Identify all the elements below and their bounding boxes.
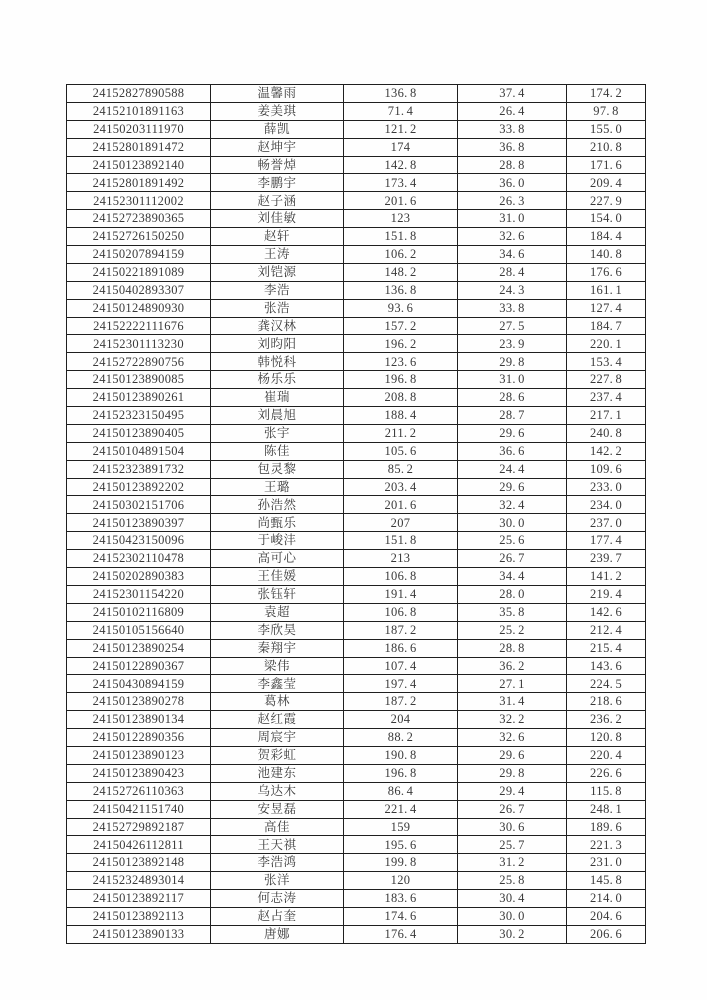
name-cell: 杨乐乐 [211, 371, 344, 389]
score2-cell: 28. 8 [458, 639, 567, 657]
name-cell: 高佳 [211, 818, 344, 836]
total-cell: 177. 4 [567, 532, 646, 550]
total-cell: 142. 6 [567, 603, 646, 621]
total-cell: 218. 6 [567, 693, 646, 711]
total-cell: 97. 8 [567, 102, 646, 120]
score1-cell: 191. 4 [344, 585, 458, 603]
score1-cell: 105. 6 [344, 442, 458, 460]
score2-cell: 30. 6 [458, 818, 567, 836]
name-cell: 刘昀阳 [211, 335, 344, 353]
score2-cell: 26. 7 [458, 800, 567, 818]
score2-cell: 34. 4 [458, 568, 567, 586]
score2-cell: 29. 8 [458, 353, 567, 371]
name-cell: 王涛 [211, 246, 344, 264]
name-cell: 袁超 [211, 603, 344, 621]
exam-id-cell: 24150221891089 [67, 263, 211, 281]
score1-cell: 106. 8 [344, 568, 458, 586]
score1-cell: 88. 2 [344, 729, 458, 747]
table-row [67, 514, 646, 532]
total-cell: 184. 7 [567, 317, 646, 335]
total-cell: 239. 7 [567, 550, 646, 568]
score2-cell: 36. 0 [458, 174, 567, 192]
table-row [67, 585, 646, 603]
total-cell: 143. 6 [567, 657, 646, 675]
table-row [67, 639, 646, 657]
name-cell: 韩悦科 [211, 353, 344, 371]
score1-cell: 121. 2 [344, 120, 458, 138]
exam-id-cell: 24150123890278 [67, 693, 211, 711]
name-cell: 龚汉林 [211, 317, 344, 335]
score1-cell: 199. 8 [344, 854, 458, 872]
exam-id-cell: 24150123890134 [67, 711, 211, 729]
table-row [67, 228, 646, 246]
exam-id-cell: 24152323150495 [67, 407, 211, 425]
score2-cell: 25. 2 [458, 621, 567, 639]
total-cell: 224. 5 [567, 675, 646, 693]
score2-cell: 23. 9 [458, 335, 567, 353]
total-cell: 240. 8 [567, 424, 646, 442]
score1-cell: 183. 6 [344, 890, 458, 908]
score2-cell: 25. 7 [458, 836, 567, 854]
score1-cell: 197. 4 [344, 675, 458, 693]
table-row [67, 371, 646, 389]
score1-cell: 71. 4 [344, 102, 458, 120]
name-cell: 安昱磊 [211, 800, 344, 818]
name-cell: 赵子涵 [211, 192, 344, 210]
score1-cell: 221. 4 [344, 800, 458, 818]
score2-cell: 25. 8 [458, 872, 567, 890]
exam-id-cell: 24150123890085 [67, 371, 211, 389]
score1-cell: 120 [344, 872, 458, 890]
score2-cell: 31. 0 [458, 210, 567, 228]
exam-id-cell: 24152301154220 [67, 585, 211, 603]
score2-cell: 26. 7 [458, 550, 567, 568]
exam-id-cell: 24150123890261 [67, 389, 211, 407]
score1-cell: 201. 6 [344, 192, 458, 210]
exam-id-cell: 24150104891504 [67, 442, 211, 460]
table-row [67, 800, 646, 818]
total-cell: 141. 2 [567, 568, 646, 586]
exam-id-cell: 24150207894159 [67, 246, 211, 264]
table-row [67, 102, 646, 120]
name-cell: 高可心 [211, 550, 344, 568]
total-cell: 220. 4 [567, 746, 646, 764]
table-row [67, 246, 646, 264]
score2-cell: 24. 4 [458, 460, 567, 478]
table-row [67, 442, 646, 460]
exam-id-cell: 24152722890756 [67, 353, 211, 371]
table-row [67, 281, 646, 299]
total-cell: 176. 6 [567, 263, 646, 281]
score1-cell: 93. 6 [344, 299, 458, 317]
score2-cell: 29. 4 [458, 782, 567, 800]
total-cell: 154. 0 [567, 210, 646, 228]
name-cell: 贺彩虹 [211, 746, 344, 764]
score2-cell: 32. 4 [458, 496, 567, 514]
name-cell: 李欣昊 [211, 621, 344, 639]
score1-cell: 207 [344, 514, 458, 532]
score2-cell: 25. 6 [458, 532, 567, 550]
name-cell: 李浩 [211, 281, 344, 299]
score1-cell: 176. 4 [344, 925, 458, 943]
score1-cell: 123. 6 [344, 353, 458, 371]
score-table-body [67, 85, 646, 944]
score1-cell: 195. 6 [344, 836, 458, 854]
score2-cell: 36. 2 [458, 657, 567, 675]
name-cell: 赵坤宇 [211, 138, 344, 156]
name-cell: 乌达木 [211, 782, 344, 800]
name-cell: 池建东 [211, 764, 344, 782]
total-cell: 234. 0 [567, 496, 646, 514]
score1-cell: 211. 2 [344, 424, 458, 442]
table-row [67, 85, 646, 103]
exam-id-cell: 24150123890123 [67, 746, 211, 764]
score2-cell: 28. 0 [458, 585, 567, 603]
table-row [67, 890, 646, 908]
name-cell: 李浩鸿 [211, 854, 344, 872]
table-row [67, 174, 646, 192]
name-cell: 秦翔宇 [211, 639, 344, 657]
score1-cell: 86. 4 [344, 782, 458, 800]
table-row [67, 210, 646, 228]
name-cell: 赵占奎 [211, 907, 344, 925]
score1-cell: 196. 2 [344, 335, 458, 353]
table-row [67, 729, 646, 747]
name-cell: 尚甄乐 [211, 514, 344, 532]
name-cell: 王佳媛 [211, 568, 344, 586]
exam-id-cell: 24150123890133 [67, 925, 211, 943]
score2-cell: 35. 8 [458, 603, 567, 621]
name-cell: 于峻沣 [211, 532, 344, 550]
table-row [67, 407, 646, 425]
total-cell: 127. 4 [567, 299, 646, 317]
total-cell: 171. 6 [567, 156, 646, 174]
name-cell: 葛林 [211, 693, 344, 711]
score2-cell: 24. 3 [458, 281, 567, 299]
score2-cell: 30. 0 [458, 907, 567, 925]
table-row [67, 156, 646, 174]
total-cell: 120. 8 [567, 729, 646, 747]
table-row [67, 496, 646, 514]
score2-cell: 33. 8 [458, 299, 567, 317]
table-row [67, 693, 646, 711]
total-cell: 115. 8 [567, 782, 646, 800]
score2-cell: 32. 6 [458, 228, 567, 246]
table-row [67, 675, 646, 693]
exam-id-cell: 24150122890356 [67, 729, 211, 747]
total-cell: 212. 4 [567, 621, 646, 639]
name-cell: 张浩 [211, 299, 344, 317]
total-cell: 248. 1 [567, 800, 646, 818]
score2-cell: 26. 4 [458, 102, 567, 120]
score1-cell: 186. 6 [344, 639, 458, 657]
score1-cell: 142. 8 [344, 156, 458, 174]
score2-cell: 31. 4 [458, 693, 567, 711]
score1-cell: 203. 4 [344, 478, 458, 496]
score2-cell: 26. 3 [458, 192, 567, 210]
score1-cell: 173. 4 [344, 174, 458, 192]
total-cell: 161. 1 [567, 281, 646, 299]
name-cell: 姜美琪 [211, 102, 344, 120]
name-cell: 崔瑞 [211, 389, 344, 407]
total-cell: 233. 0 [567, 478, 646, 496]
exam-id-cell: 24150423150096 [67, 532, 211, 550]
table-row [67, 621, 646, 639]
name-cell: 温馨雨 [211, 85, 344, 103]
exam-id-cell: 24150123890423 [67, 764, 211, 782]
score1-cell: 106. 8 [344, 603, 458, 621]
score1-cell: 213 [344, 550, 458, 568]
total-cell: 221. 3 [567, 836, 646, 854]
score1-cell: 107. 4 [344, 657, 458, 675]
score2-cell: 28. 6 [458, 389, 567, 407]
name-cell: 孙浩然 [211, 496, 344, 514]
total-cell: 214. 0 [567, 890, 646, 908]
score2-cell: 34. 6 [458, 246, 567, 264]
total-cell: 219. 4 [567, 585, 646, 603]
table-row [67, 192, 646, 210]
exam-id-cell: 24152729892187 [67, 818, 211, 836]
total-cell: 155. 0 [567, 120, 646, 138]
name-cell: 周宸宇 [211, 729, 344, 747]
name-cell: 唐娜 [211, 925, 344, 943]
name-cell: 赵轩 [211, 228, 344, 246]
table-row [67, 353, 646, 371]
total-cell: 215. 4 [567, 639, 646, 657]
exam-id-cell: 24150123892117 [67, 890, 211, 908]
table-row [67, 460, 646, 478]
exam-id-cell: 24150426112811 [67, 836, 211, 854]
exam-id-cell: 24150202890383 [67, 568, 211, 586]
exam-id-cell: 24152827890588 [67, 85, 211, 103]
table-row [67, 389, 646, 407]
exam-id-cell: 24150122890367 [67, 657, 211, 675]
name-cell: 张钰轩 [211, 585, 344, 603]
exam-id-cell: 24150430894159 [67, 675, 211, 693]
total-cell: 204. 6 [567, 907, 646, 925]
score1-cell: 174. 6 [344, 907, 458, 925]
score2-cell: 30. 0 [458, 514, 567, 532]
score2-cell: 32. 2 [458, 711, 567, 729]
table-row [67, 424, 646, 442]
table-row [67, 907, 646, 925]
score1-cell: 204 [344, 711, 458, 729]
score1-cell: 196. 8 [344, 764, 458, 782]
exam-id-cell: 24150102116809 [67, 603, 211, 621]
exam-id-cell: 24150203111970 [67, 120, 211, 138]
table-row [67, 818, 646, 836]
total-cell: 226. 6 [567, 764, 646, 782]
exam-id-cell: 24152324893014 [67, 872, 211, 890]
name-cell: 刘佳敏 [211, 210, 344, 228]
score2-cell: 31. 0 [458, 371, 567, 389]
name-cell: 王璐 [211, 478, 344, 496]
total-cell: 109. 6 [567, 460, 646, 478]
total-cell: 145. 8 [567, 872, 646, 890]
score1-cell: 106. 2 [344, 246, 458, 264]
exam-id-cell: 24150302151706 [67, 496, 211, 514]
score1-cell: 148. 2 [344, 263, 458, 281]
name-cell: 李鹏宇 [211, 174, 344, 192]
score1-cell: 196. 8 [344, 371, 458, 389]
total-cell: 209. 4 [567, 174, 646, 192]
exam-id-cell: 24150123892202 [67, 478, 211, 496]
total-cell: 142. 2 [567, 442, 646, 460]
score2-cell: 36. 6 [458, 442, 567, 460]
total-cell: 217. 1 [567, 407, 646, 425]
total-cell: 189. 6 [567, 818, 646, 836]
table-row [67, 550, 646, 568]
exam-id-cell: 24150105156640 [67, 621, 211, 639]
exam-id-cell: 24150123892113 [67, 907, 211, 925]
total-cell: 184. 4 [567, 228, 646, 246]
name-cell: 何志涛 [211, 890, 344, 908]
name-cell: 陈佳 [211, 442, 344, 460]
exam-id-cell: 24152301112002 [67, 192, 211, 210]
score2-cell: 28. 4 [458, 263, 567, 281]
score2-cell: 28. 8 [458, 156, 567, 174]
table-row [67, 854, 646, 872]
score2-cell: 31. 2 [458, 854, 567, 872]
table-row [67, 478, 646, 496]
score1-cell: 151. 8 [344, 228, 458, 246]
total-cell: 210. 8 [567, 138, 646, 156]
table-row [67, 657, 646, 675]
exam-id-cell: 24150421151740 [67, 800, 211, 818]
score1-cell: 201. 6 [344, 496, 458, 514]
exam-id-cell: 24152222111676 [67, 317, 211, 335]
table-row [67, 138, 646, 156]
score1-cell: 123 [344, 210, 458, 228]
exam-id-cell: 24152302110478 [67, 550, 211, 568]
total-cell: 140. 8 [567, 246, 646, 264]
score1-cell: 136. 8 [344, 281, 458, 299]
score2-cell: 29. 6 [458, 424, 567, 442]
score1-cell: 136. 8 [344, 85, 458, 103]
table-row [67, 299, 646, 317]
table-row [67, 925, 646, 943]
exam-id-cell: 24152723890365 [67, 210, 211, 228]
exam-id-cell: 24150124890930 [67, 299, 211, 317]
exam-id-cell: 24150123890405 [67, 424, 211, 442]
total-cell: 227. 8 [567, 371, 646, 389]
table-row [67, 317, 646, 335]
name-cell: 王天祺 [211, 836, 344, 854]
exam-id-cell: 24152726110363 [67, 782, 211, 800]
table-row [67, 568, 646, 586]
exam-id-cell: 24152301113230 [67, 335, 211, 353]
exam-id-cell: 24152726150250 [67, 228, 211, 246]
score2-cell: 29. 6 [458, 478, 567, 496]
name-cell: 李鑫莹 [211, 675, 344, 693]
score2-cell: 37. 4 [458, 85, 567, 103]
total-cell: 206. 6 [567, 925, 646, 943]
score2-cell: 27. 1 [458, 675, 567, 693]
exam-id-cell: 24150123890397 [67, 514, 211, 532]
score1-cell: 157. 2 [344, 317, 458, 335]
name-cell: 刘晨旭 [211, 407, 344, 425]
score2-cell: 32. 6 [458, 729, 567, 747]
name-cell: 薛凯 [211, 120, 344, 138]
table-row [67, 532, 646, 550]
total-cell: 236. 2 [567, 711, 646, 729]
exam-id-cell: 24150123892140 [67, 156, 211, 174]
score1-cell: 208. 8 [344, 389, 458, 407]
total-cell: 153. 4 [567, 353, 646, 371]
total-cell: 174. 2 [567, 85, 646, 103]
exam-id-cell: 24152801891472 [67, 138, 211, 156]
table-row [67, 872, 646, 890]
name-cell: 张洋 [211, 872, 344, 890]
name-cell: 包灵黎 [211, 460, 344, 478]
table-row [67, 263, 646, 281]
score2-cell: 30. 2 [458, 925, 567, 943]
score1-cell: 187. 2 [344, 621, 458, 639]
exam-id-cell: 24152801891492 [67, 174, 211, 192]
exam-id-cell: 24152323891732 [67, 460, 211, 478]
table-row [67, 603, 646, 621]
score1-cell: 174 [344, 138, 458, 156]
exam-id-cell: 24150123890254 [67, 639, 211, 657]
score2-cell: 29. 8 [458, 764, 567, 782]
name-cell: 张宇 [211, 424, 344, 442]
score1-cell: 85. 2 [344, 460, 458, 478]
table-row [67, 711, 646, 729]
score1-cell: 159 [344, 818, 458, 836]
score1-cell: 187. 2 [344, 693, 458, 711]
exam-id-cell: 24150123892148 [67, 854, 211, 872]
score-table [66, 84, 646, 944]
score1-cell: 190. 8 [344, 746, 458, 764]
score2-cell: 29. 6 [458, 746, 567, 764]
name-cell: 赵红霞 [211, 711, 344, 729]
score2-cell: 28. 7 [458, 407, 567, 425]
total-cell: 220. 1 [567, 335, 646, 353]
score2-cell: 36. 8 [458, 138, 567, 156]
name-cell: 梁伟 [211, 657, 344, 675]
table-row [67, 782, 646, 800]
score2-cell: 30. 4 [458, 890, 567, 908]
total-cell: 227. 9 [567, 192, 646, 210]
name-cell: 刘铠源 [211, 263, 344, 281]
table-row [67, 746, 646, 764]
total-cell: 237. 4 [567, 389, 646, 407]
score2-cell: 27. 5 [458, 317, 567, 335]
table-row [67, 335, 646, 353]
total-cell: 231. 0 [567, 854, 646, 872]
total-cell: 237. 0 [567, 514, 646, 532]
exam-id-cell: 24152101891163 [67, 102, 211, 120]
score1-cell: 151. 8 [344, 532, 458, 550]
name-cell: 畅誉焯 [211, 156, 344, 174]
score2-cell: 33. 8 [458, 120, 567, 138]
table-row [67, 836, 646, 854]
table-row [67, 764, 646, 782]
exam-id-cell: 24150402893307 [67, 281, 211, 299]
table-row [67, 120, 646, 138]
score1-cell: 188. 4 [344, 407, 458, 425]
